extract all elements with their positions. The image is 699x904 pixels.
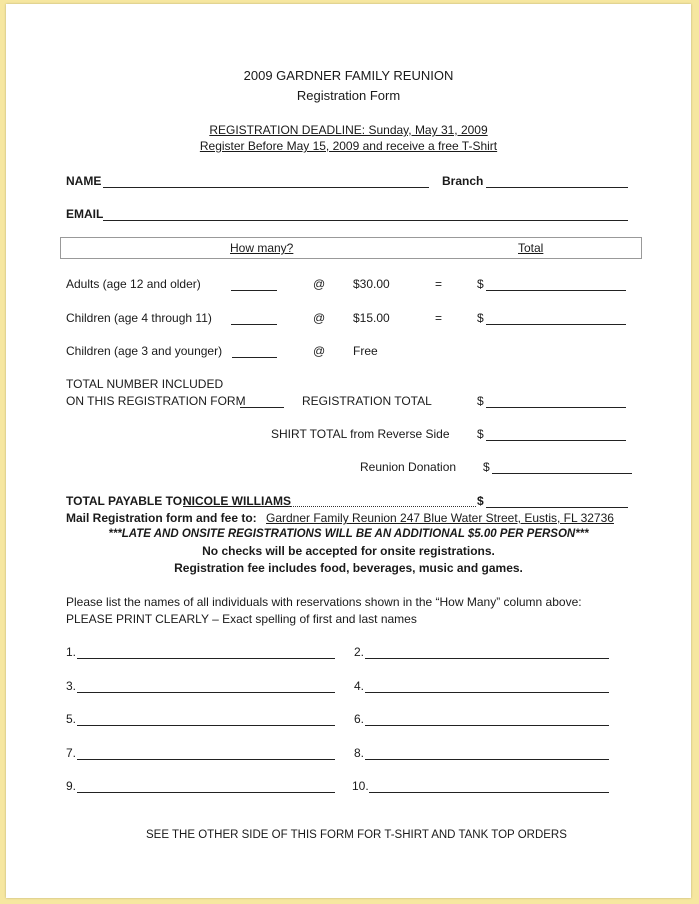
total-number-label-line2: ON THIS REGISTRATION FORM xyxy=(66,394,246,408)
name-entry-number-3: 3. xyxy=(66,679,77,693)
name-entry-number-10: 10. xyxy=(352,779,369,793)
children-4-11-total-field[interactable] xyxy=(486,324,626,325)
name-entry-number-7: 7. xyxy=(66,746,77,760)
name-entry-field-7[interactable] xyxy=(77,759,335,760)
children-4-11-at: @ xyxy=(313,311,326,325)
registration-deadline: REGISTRATION DEADLINE: Sunday, May 31, 2009 xyxy=(209,123,488,137)
name-entry-number-6: 6. xyxy=(354,712,365,726)
donation-currency: $ xyxy=(483,460,490,474)
children-under-3-price: Free xyxy=(353,344,378,358)
form-title: 2009 GARDNER FAMILY REUNION xyxy=(243,68,454,83)
children-4-11-price: $15.00 xyxy=(353,311,390,325)
adults-total-field[interactable] xyxy=(486,290,626,291)
payee-name: NICOLE WILLIAMS xyxy=(183,494,291,508)
total-number-label-line1: TOTAL NUMBER INCLUDED xyxy=(66,377,224,391)
adults-price: $30.00 xyxy=(353,277,390,291)
registration-form-page xyxy=(6,4,691,898)
children-4-11-label: Children (age 4 through 11) xyxy=(66,311,212,325)
name-entry-number-5: 5. xyxy=(66,712,77,726)
name-entry-number-8: 8. xyxy=(354,746,365,760)
name-entry-field-6[interactable] xyxy=(365,725,609,726)
registration-total-currency: $ xyxy=(477,394,484,408)
name-label: NAME xyxy=(66,174,102,188)
shirt-total-label: SHIRT TOTAL from Reverse Side xyxy=(271,427,450,441)
email-field[interactable] xyxy=(103,220,628,221)
adults-count-field[interactable] xyxy=(231,290,277,291)
email-label: EMAIL xyxy=(66,207,104,221)
shirt-total-currency: $ xyxy=(477,427,484,441)
donation-field[interactable] xyxy=(492,473,632,474)
registration-total-field[interactable] xyxy=(486,407,626,408)
payable-leader-dots xyxy=(288,506,476,507)
total-number-field[interactable] xyxy=(240,407,284,408)
shirt-total-field[interactable] xyxy=(486,440,626,441)
name-entry-number-2: 2. xyxy=(354,645,365,659)
payable-to-label: TOTAL PAYABLE TO: xyxy=(66,494,187,508)
name-field[interactable] xyxy=(103,187,429,188)
mail-address: Gardner Family Reunion 247 Blue Water Street, Eustis, FL 32736 xyxy=(266,511,614,525)
no-checks-notice: No checks will be accepted for onsite registrations. xyxy=(202,544,495,558)
adults-equals: = xyxy=(435,277,443,291)
children-4-11-equals: = xyxy=(435,311,443,325)
mail-label: Mail Registration form and fee to: xyxy=(66,511,257,525)
name-entry-field-5[interactable] xyxy=(77,725,335,726)
name-entry-number-4: 4. xyxy=(354,679,365,693)
branch-label: Branch xyxy=(442,174,484,188)
adults-at: @ xyxy=(313,277,326,291)
name-entry-field-2[interactable] xyxy=(365,658,609,659)
payable-currency: $ xyxy=(477,494,484,508)
children-under-3-count-field[interactable] xyxy=(232,357,277,358)
total-payable-field[interactable] xyxy=(486,507,628,508)
fee-includes-notice: Registration fee includes food, beverages, music and games. xyxy=(174,561,523,575)
donation-label: Reunion Donation xyxy=(360,460,457,474)
adults-label: Adults (age 12 and older) xyxy=(66,277,201,291)
name-entry-field-4[interactable] xyxy=(365,692,609,693)
print-clearly-instruction: PLEASE PRINT CLEARLY – Exact spelling of first and last names xyxy=(66,612,417,626)
branch-field[interactable] xyxy=(486,187,628,188)
form-subtitle: Registration Form xyxy=(296,88,401,103)
total-header: Total xyxy=(518,241,544,255)
children-under-3-at: @ xyxy=(313,344,326,358)
registration-total-label: REGISTRATION TOTAL xyxy=(302,394,432,408)
how-many-header: How many? xyxy=(230,241,294,255)
name-entry-field-1[interactable] xyxy=(77,658,335,659)
children-under-3-label: Children (age 3 and younger) xyxy=(66,344,223,358)
pricing-header-box xyxy=(60,237,642,259)
names-instruction: Please list the names of all individuals with reservations shown in the “How Many” column above: xyxy=(66,595,582,609)
name-entry-field-9[interactable] xyxy=(77,792,335,793)
late-registration-notice: ***LATE AND ONSITE REGISTRATIONS WILL BE AN ADDITIONAL $5.00 PER PERSON*** xyxy=(108,528,589,540)
name-entry-number-9: 9. xyxy=(66,779,77,793)
children-4-11-count-field[interactable] xyxy=(231,324,277,325)
name-entry-number-1: 1. xyxy=(66,645,77,659)
adults-currency: $ xyxy=(477,277,484,291)
name-entry-field-10[interactable] xyxy=(369,792,609,793)
early-registration-offer: Register Before May 15, 2009 and receive a free T-Shirt xyxy=(199,139,498,153)
children-4-11-currency: $ xyxy=(477,311,484,325)
name-entry-field-8[interactable] xyxy=(365,759,609,760)
footer-note: SEE THE OTHER SIDE OF THIS FORM FOR T-SHIRT AND TANK TOP ORDERS xyxy=(146,829,567,841)
name-entry-field-3[interactable] xyxy=(77,692,335,693)
